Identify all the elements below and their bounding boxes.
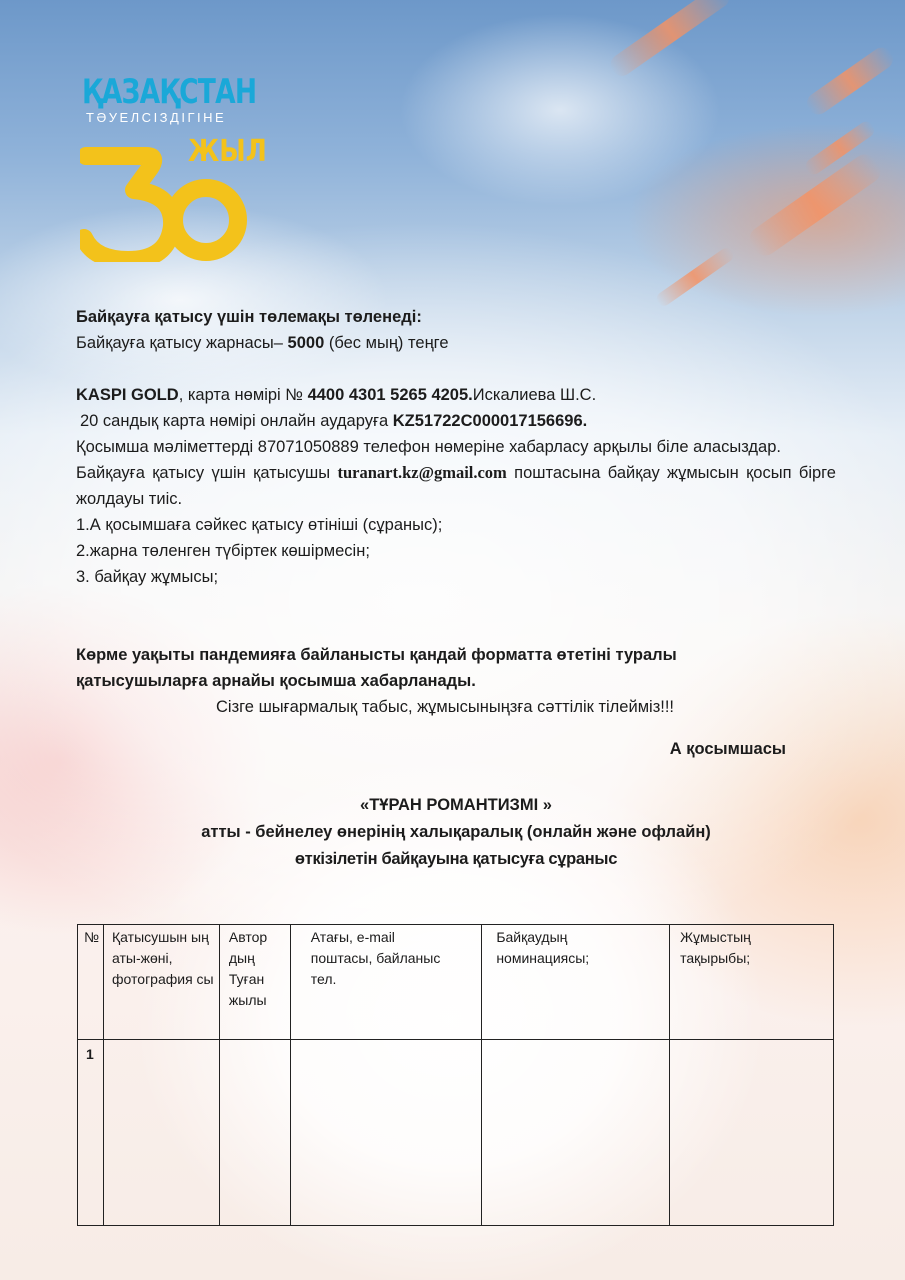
send-prefix: Байқауға қатысу үшін қатысушы: [76, 464, 338, 482]
appendix-label: А қосымшасы: [669, 740, 786, 758]
header-work-title: Жұмыстың тақырыбы;: [670, 925, 834, 1040]
row-number: 1: [78, 1040, 104, 1226]
application-table: [77, 924, 834, 1226]
appendix-label-row: [76, 736, 786, 762]
row-cell[interactable]: [482, 1040, 670, 1226]
notice-section: [76, 642, 836, 720]
kaspi-line: [76, 382, 836, 408]
info-paragraph: Қосымша мәліметтерді 87071050889 телефон нөмеріне хабарласу арқылы біле аласыздар.: [76, 438, 781, 456]
header-contacts: Атағы, e-mail поштасы, байланыс тел.: [290, 925, 482, 1040]
appendix-subtitle-2: өткізілетін байқауына қатысуға сұраныс: [294, 850, 618, 868]
fee-prefix: Байқауға қатысу жарнасы–: [76, 334, 288, 352]
appendix-title-block: [76, 792, 836, 873]
payment-heading: Байқауға қатысу үшін төлемақы төленеді:: [76, 308, 422, 326]
notice-line: қатысушыларға арнайы қосымша хабарланады.: [76, 672, 476, 690]
decorative-streak: [654, 245, 736, 308]
table-row: [78, 1040, 834, 1226]
wish-line: Сізге шығармалық табыс, жұмысыныңзға сәттілік тілейміз!!!: [216, 698, 675, 716]
row-cell[interactable]: [219, 1040, 290, 1226]
header-participant-name: Қатысушын ың аты-жөні, фотография сы: [104, 925, 220, 1040]
requirement-item: 3. байқау жұмысы;: [76, 568, 219, 586]
kaspi-brand: KASPI GOLD: [76, 386, 179, 404]
fee-amount: 5000: [287, 334, 325, 352]
appendix-subtitle: атты - бейнелеу өнерінің халықаралық (онлайн және офлайн): [201, 823, 711, 841]
iban-number: KZ51722C000017156696.: [392, 412, 588, 430]
kazakhstan-30-logo: [80, 72, 267, 272]
row-cell[interactable]: [104, 1040, 220, 1226]
requirement-item: 1.А қосымшаға сәйкес қатысу өтініші (сұраныс);: [76, 516, 443, 534]
row-cell[interactable]: [290, 1040, 482, 1226]
iban-line: [76, 408, 836, 434]
email-link[interactable]: turanart.kz@gmail.com: [337, 463, 507, 482]
fee-line: [76, 330, 836, 356]
decorative-streak: [606, 0, 733, 80]
header-nomination: Байқаудың номинациясы;: [482, 925, 670, 1040]
logo-number-30-graphic: [80, 142, 252, 262]
header-number: №: [78, 925, 104, 1040]
header-birth-year: Автор дың Туған жылы: [219, 925, 290, 1040]
send-paragraph: [76, 460, 836, 512]
bank-details: [76, 382, 836, 590]
logo-unit: ЖЫЛ: [188, 134, 267, 169]
notice-line: Көрме уақыты пандемияға байланысты қандай форматта өтетіні туралы: [76, 646, 677, 664]
appendix-title: «ТҰРАН РОМАНТИЗМІ »: [360, 796, 552, 814]
table-header-row: [78, 925, 834, 1040]
kaspi-owner: Искалиева Ш.С.: [472, 386, 597, 404]
requirement-item: 2.жарна төленген түбіртек көшірмесін;: [76, 542, 370, 560]
logo-subtitle: ТӘУЕЛСІЗДІГІНЕ: [86, 110, 227, 125]
send-suffix: поштасына байқау жұмысын қосып бірге жолдауы тиіс.: [76, 464, 836, 508]
row-cell[interactable]: [670, 1040, 834, 1226]
logo-title: ҚАЗАҚСТАН: [82, 72, 257, 112]
payment-section: [76, 304, 836, 356]
kaspi-text: , карта нөмірі №: [178, 386, 308, 404]
fee-suffix: (бес мың) теңге: [324, 334, 449, 352]
decorative-streak: [803, 43, 898, 118]
iban-text: 20 сандық карта нөмірі онлайн аударуға: [80, 412, 393, 430]
kaspi-card-number: 4400 4301 5265 4205.: [307, 386, 473, 404]
